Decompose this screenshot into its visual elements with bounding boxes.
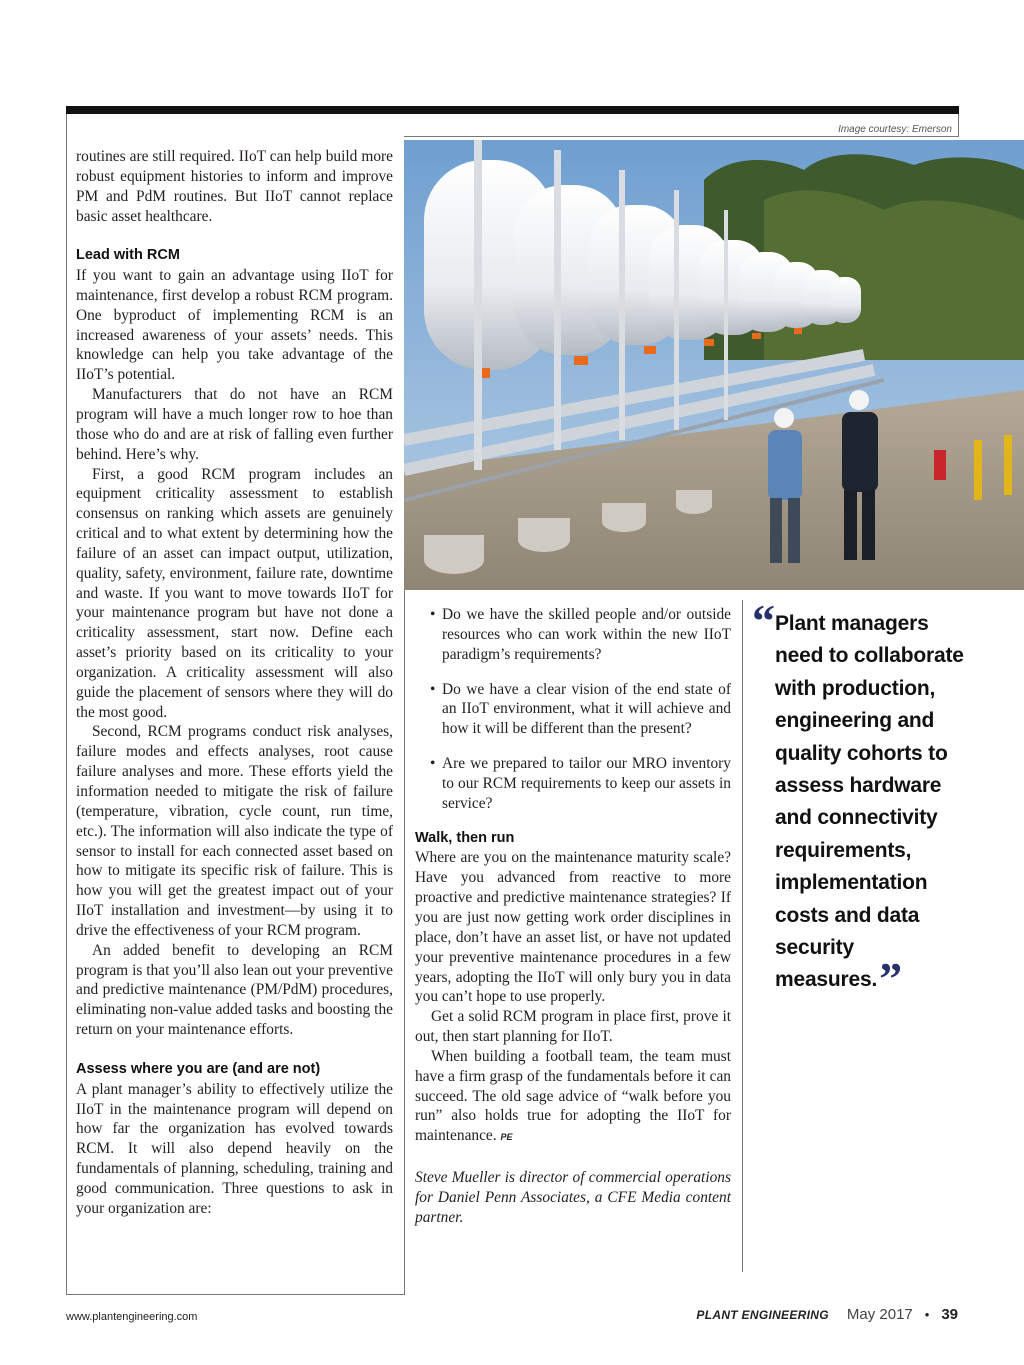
footer-folio: [696, 1306, 958, 1323]
author-bio: Steve Mueller is director of commercial operations for Daniel Penn Associates, a CFE Media content partner.: [415, 1168, 731, 1226]
magazine-name: PLANT ENGINEERING: [696, 1308, 829, 1322]
paragraph: Manufacturers that do not have an RCM program will have a much longer row to hoe than those who do and are at risk of falling even further behind. Here’s why.: [76, 386, 393, 463]
paragraph: A plant manager’s ability to effectively utilize the IIoT in the maintenance program will depend on how far the organization has evolved towards RCM. It will also depend heavily on the fundamentals of planning, scheduling, training and good communication. Three questions to ask in your organization are:: [76, 1080, 393, 1217]
col2-frame-rule: [404, 590, 405, 1294]
paragraph: An added benefit to developing an RCM program is that you’ll also lean out your preventive and predictive maintenance (PM/PdM) procedures, eliminating non-value added tasks and boosting the return on your maintenance efforts.: [76, 941, 393, 1039]
article-column-2: [415, 605, 731, 1227]
plant-photo-illustration: [404, 140, 1024, 590]
quote-divider-rule: [742, 600, 743, 1272]
section-heading: Assess where you are (and are not): [76, 1060, 321, 1077]
paragraph: If you want to gain an advantage using IIoT for maintenance, first develop a robust RCM program. One byproduct of implementing RCM is an increased awareness of your assets’ needs. This knowledge can help you take advantage of the IIoT’s potential.: [76, 267, 393, 384]
list-item: • Do we have a clear vision of the end state of an IIoT environment, what it will achieve and how it will be different than the present?: [430, 680, 731, 738]
pull-quote: [775, 608, 975, 1005]
folio-separator: •: [924, 1307, 930, 1322]
bottom-frame-rule: [66, 1294, 405, 1295]
issue-date: May 2017: [846, 1306, 913, 1323]
footer-url[interactable]: www.plantengineering.com: [66, 1311, 198, 1323]
page-number: 39: [941, 1306, 958, 1323]
article-column-1: [76, 147, 393, 1219]
list-item: • Do we have the skilled people and/or outside resources who can work within the new IIoT paradigm’s requirements?: [430, 606, 731, 663]
question-list: [415, 605, 731, 814]
end-mark-icon: PE: [500, 1132, 513, 1143]
paragraph: First, a good RCM program includes an equipment criticality assessment to establish consensus on ranking which assets are genuinely critical and to what extent by determining how the failure of an asset can impact output, utilization, quality, safety, environment, failure rate, downtime and waste. If you want to move towards IIoT for your maintenance program but have not done a criticality assessment, start now. Define each asset’s priority based on its criticality to your organization. A criticality assessment will also guide the placement of sensors where they will do the most good.: [76, 465, 393, 721]
plant-photo: [404, 140, 1024, 590]
photo-credit-rule: [958, 114, 959, 136]
section-heading: Walk, then run: [415, 829, 515, 846]
open-quote-icon: “: [752, 595, 775, 646]
credit-underline: [404, 136, 959, 137]
paragraph: routines are still required. IIoT can help build more robust equipment histories to inform and improve PM and PdM routines. But IIoT cannot replace basic asset healthcare.: [76, 148, 393, 225]
image-credit: Image courtesy: Emerson: [838, 124, 952, 135]
top-rule: [66, 106, 959, 114]
pull-quote-text: Plant managers need to collaborate with production, engineering and quality cohorts to assess hardware and connectivity requirements, implementation costs and data security measures.: [775, 612, 964, 992]
paragraph: Get a solid RCM program in place first, prove it out, then start planning for IIoT.: [415, 1008, 731, 1046]
section-heading: Lead with RCM: [76, 247, 180, 264]
left-frame-rule: [66, 114, 67, 1294]
close-quote-icon: ”: [879, 953, 902, 1005]
paragraph: When building a football team, the team must have a firm grasp of the fundamentals before it can succeed. The old sage advice of “walk before you run” also holds true for adopting the IIoT for maintenance. PE: [415, 1047, 731, 1145]
list-item: • Are we prepared to tailor our MRO inventory to our RCM requirements to keep our assets in service?: [430, 755, 731, 812]
paragraph: Where are you on the maintenance maturity scale? Have you advanced from reactive to more proactive and predictive maintenance strategies? If you are just now getting work order disciplines in place, don’t have an asset list, or have not updated your preventive maintenance procedures in a few years, adopting the IIoT will only bury you in data you can’t hope to use properly.: [415, 849, 731, 1006]
paragraph: Second, RCM programs conduct risk analyses, failure modes and effects analyses, root cause failure analyses and more. These efforts yield the information needed to mitigate the risk of failure (temperature, vibration, cycle count, run time, etc.). The information will also indicate the type of sensor to install for each connected asset based on how to mitigate its specific risk of failure. This is how you will get the greatest impact out of your IIoT installation and investment—by using it to drive the effectiveness of your RCM program.: [76, 723, 393, 939]
